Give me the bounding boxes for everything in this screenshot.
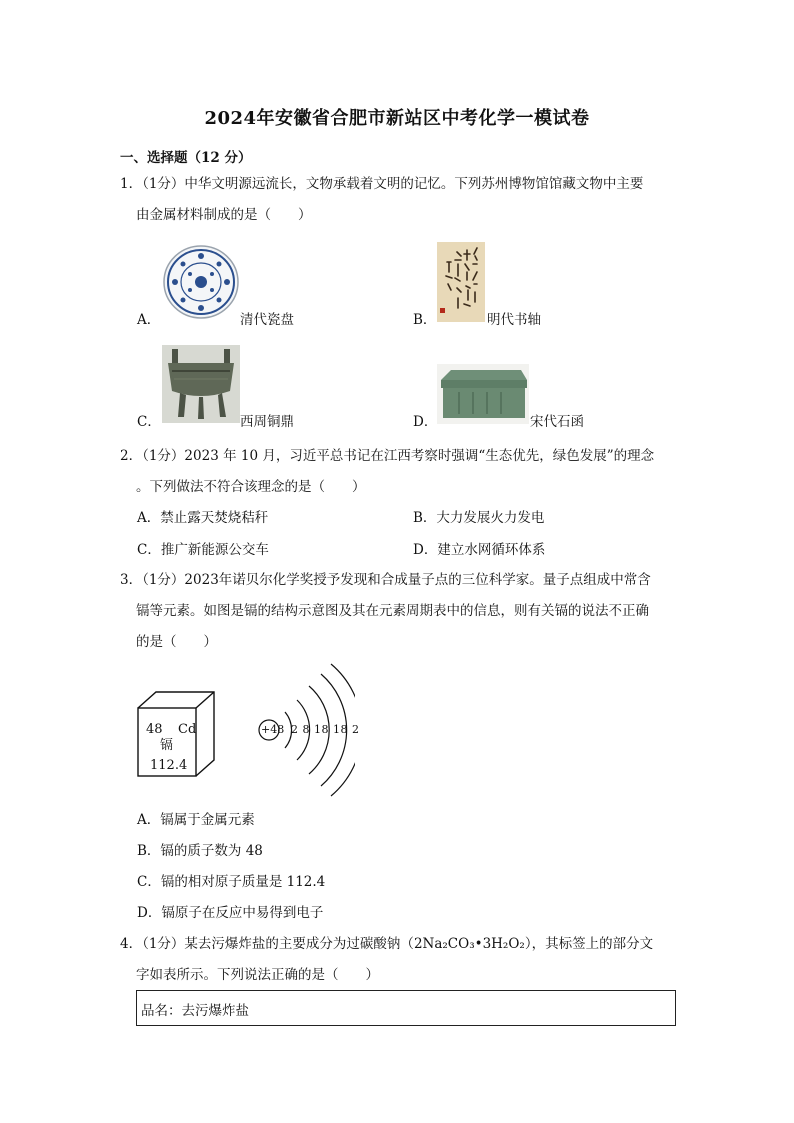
table-row-product-name: 品名：去污爆炸盐 <box>141 1003 249 1019</box>
question-4-text-end: ），其标签上的部分文 <box>524 936 654 952</box>
q3-option-b[interactable]: B．镉的质子数为 48 <box>137 843 263 859</box>
q2-option-a[interactable]: A．禁止露天焚烧秸秆 <box>137 510 269 526</box>
qing-porcelain-plate-image <box>162 244 240 320</box>
q1-option-b-letter[interactable]: B． <box>413 312 437 328</box>
question-4-text <box>120 934 653 954</box>
question-2-text-cont: 。下列做法不符合该理念的是（ ） <box>136 479 366 495</box>
q1-option-b-label: 明代书轴 <box>487 312 541 328</box>
element-relative-mass: 112.4 <box>150 758 188 773</box>
question-1-text: 1．（1分）中华文明源远流长，文物承载着文明的记忆。下列苏州博物馆馆藏文物中主要 <box>120 176 644 192</box>
question-1-text-cont: 由金属材料制成的是（ ） <box>136 207 312 223</box>
atom-nucleus-charge: +48 <box>261 723 285 736</box>
question-2-text: 2．（1分）2023 年 10 月，习近平总书记在江西考察时强调“生态优先，绿色发展”的理念 <box>120 448 655 464</box>
product-label-table <box>136 990 676 1026</box>
q1-option-d-letter[interactable]: D． <box>413 414 438 430</box>
q3-option-c[interactable]: C．镉的相对原子质量是 112.4 <box>137 874 326 890</box>
q2-option-c[interactable]: C．推广新能源公交车 <box>137 542 269 558</box>
q1-option-a-label: 清代瓷盘 <box>240 312 294 328</box>
page-title: 2024年安徽省合肥市新站区中考化学一模试卷 <box>204 108 590 129</box>
section-heading: 一、选择题（12 分） <box>120 150 252 166</box>
element-atomic-number: 48 <box>146 722 163 737</box>
question-3-text-cont: 镉等元素。如图是镉的结构示意图及其在元素周期表中的信息，则有关镉的说法不正确 <box>136 603 649 619</box>
q1-option-a-letter[interactable]: A． <box>137 312 161 328</box>
element-name: 镉 <box>160 738 174 753</box>
q2-option-d[interactable]: D．建立水网循环体系 <box>413 542 546 558</box>
question-4-text-cont: 字如表所示。下列说法正确的是（ ） <box>136 967 379 983</box>
q1-option-d-label: 宋代石函 <box>530 414 584 430</box>
element-symbol: Cd <box>178 722 197 737</box>
q1-option-c-letter[interactable]: C． <box>137 414 161 430</box>
question-3-text: 3．（1分）2023年诺贝尔化学奖授予发现和合成量子点的三位科学家。量子点组成中常含 <box>120 572 651 588</box>
question-3-text-cont-2: 的是（ ） <box>136 634 217 650</box>
question-4-text-start: 4．（1分）某去污爆炸盐的主要成分为过碳酸钠（ <box>120 936 414 952</box>
western-zhou-bronze-ding-image <box>162 345 240 423</box>
q1-option-c-label: 西周铜鼎 <box>240 414 294 430</box>
q3-option-d[interactable]: D．镉原子在反应中易得到电子 <box>137 905 324 921</box>
percarbonate-formula: 2Na₂CO₃•3H₂O₂ <box>413 936 525 952</box>
song-stone-casket-image <box>437 364 529 424</box>
q2-option-b[interactable]: B．大力发展火力发电 <box>413 510 545 526</box>
q3-option-a[interactable]: A．镉属于金属元素 <box>137 812 255 828</box>
atom-electron-shells: 2 8 18 18 2 <box>291 723 360 736</box>
ming-calligraphy-scroll-image <box>437 242 485 322</box>
